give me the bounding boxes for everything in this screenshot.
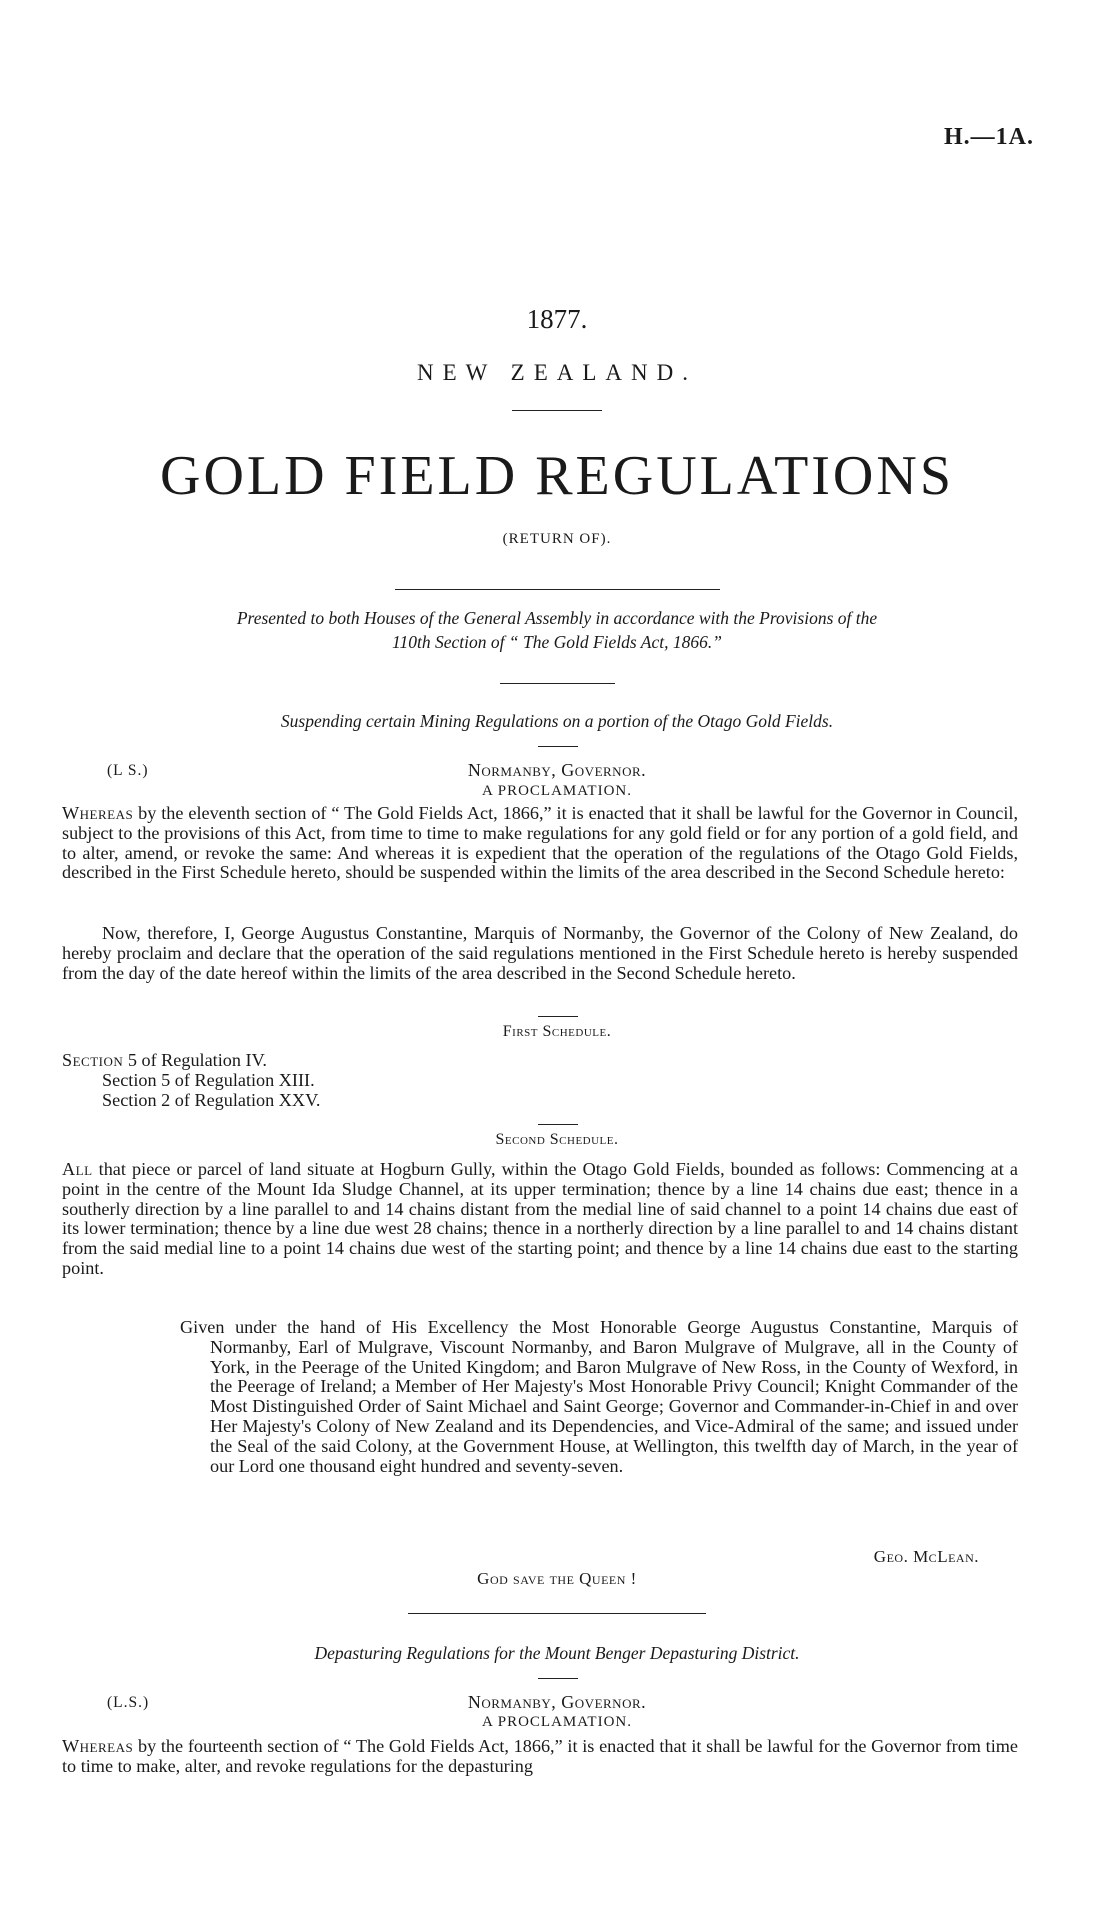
country: NEW ZEALAND. <box>416 360 698 385</box>
proclamation-heading: A PROCLAMATION. <box>481 783 632 799</box>
divider <box>408 1613 706 1614</box>
document-title: GOLD FIELD REGULATIONS <box>160 445 954 507</box>
divider <box>538 1678 578 1679</box>
divider <box>538 1016 578 1017</box>
governor-signature: Normanby, Governor. <box>467 760 647 780</box>
whereas-paragraph <box>62 1737 1018 1777</box>
second-schedule-heading: Second Schedule. <box>495 1131 619 1148</box>
whereas-text: by the eleventh section of “ The Gold Fields Act, 1866,” it is enacted that it shall be lawful for the Governor in Council, subject to the provisions of this Act, from time to time to make regulations for any gold field or for any portion of a gold field, and to alter, amend, or revoke the same: And whereas it is expedient that the operation of the regulations of the Otago Gold Fields, described in the First Schedule hereto, should be suspended within the limits of the area described in the Second Schedule hereto: <box>62 803 1019 883</box>
first-schedule-heading: First Schedule. <box>502 1023 612 1040</box>
schedule-line <box>62 1050 267 1071</box>
whereas-text: by the fourteenth section of “ The Gold Fields Act, 1866,” it is enacted that it shall be lawful for the Governor from time to time to make, alter, and revoke regulations for the depasturing <box>62 1736 1019 1776</box>
divider <box>512 410 602 411</box>
presented-line-1: Presented to both Houses of the General Assembly in accordance with the Provisions of the <box>236 608 878 628</box>
divider <box>538 746 578 747</box>
proclamation-heading: A PROCLAMATION. <box>481 1714 632 1730</box>
boundary-text: that piece or parcel of land situate at Hogburn Gully, within the Otago Gold Fields, bounded as follows: Commencing at a point in the centre of the Mount Ida Sludge Channel, at its upper termination; thence by a line 14 chains due east; thence in a southerly direction by a line parallel to and 14 chains distant from the medial line of said channel to a point 14 chains due east of its lower termination; thence by a line due west 28 chains; thence in a northerly direction by a line parallel to and 14 chains distant from the said medial line to a point 14 chains due west of the starting point; and thence by a line 14 chains due east to the starting point. <box>62 1159 1018 1278</box>
seal-mark: (L S.) <box>107 762 149 779</box>
all-lead: All <box>62 1159 93 1179</box>
boundary-paragraph <box>62 1160 1018 1279</box>
presented-line-2: 110th Section of “ The Gold Fields Act, 1866.” <box>392 632 722 652</box>
now-therefore-paragraph: Now, therefore, I, George Augustus Constantine, Marquis of Normanby, the Governor of the Colony of New Zealand, do hereby proclaim and declare that the operation of the said regulations mentioned in the First Schedule hereto is hereby suspended from the day of the date hereof within the limits of the area described in the Second Schedule hereto. <box>62 923 1018 983</box>
document-reference: H.—1A. <box>944 124 1034 150</box>
presented-note <box>0 606 1114 654</box>
section-heading: Depasturing Regulations for the Mount Benger Depasturing District. <box>314 1643 800 1663</box>
schedule-line-rest: 5 of Regulation IV. <box>127 1050 267 1070</box>
whereas-lead: Whereas <box>62 803 134 823</box>
god-save-the-queen: God save the Queen ! <box>477 1569 637 1588</box>
divider <box>395 589 720 590</box>
whereas-lead: Whereas <box>62 1736 134 1756</box>
schedule-line: Section 2 of Regulation XXV. <box>102 1090 321 1110</box>
seal-mark: (L.S.) <box>107 1694 150 1711</box>
whereas-paragraph <box>62 804 1018 883</box>
signatory: Geo. McLean. <box>873 1547 979 1566</box>
divider <box>500 683 615 684</box>
section-heading: Suspending certain Mining Regulations on a portion of the Otago Gold Fields. <box>280 711 834 731</box>
divider <box>538 1124 578 1125</box>
given-under-paragraph: Given under the hand of His Excellency the Most Honorable George Augustus Constantine, Marquis of Normanby, Earl of Mulgrave, Viscount Normanby, and Baron Mulgrave of Mulgrave, all in the County of York, in the Peerage of the United Kingdom; and Baron Mulgrave of New Ross, in the County of Wexford, in the Peerage of Ireland; a Member of Her Majesty's Most Honorable Privy Council; Knight Commander of the Most Distinguished Order of Saint Michael and Saint George; Governor and Commander-in-Chief in and over Her Majesty's Colony of New Zealand and its Dependencies, and Vice-Admiral of the same; and issued under the Seal of the said Colony, at the Government House, at Wellington, this twelfth day of March, in the year of our Lord one thousand eight hundred and seventy-seven. <box>180 1317 1018 1476</box>
schedule-line-lead: Section <box>62 1050 124 1070</box>
document-subtitle: (RETURN OF). <box>502 531 612 547</box>
governor-signature: Normanby, Governor. <box>467 1692 647 1712</box>
schedule-line: Section 5 of Regulation XIII. <box>102 1070 315 1090</box>
year: 1877. <box>526 304 588 334</box>
